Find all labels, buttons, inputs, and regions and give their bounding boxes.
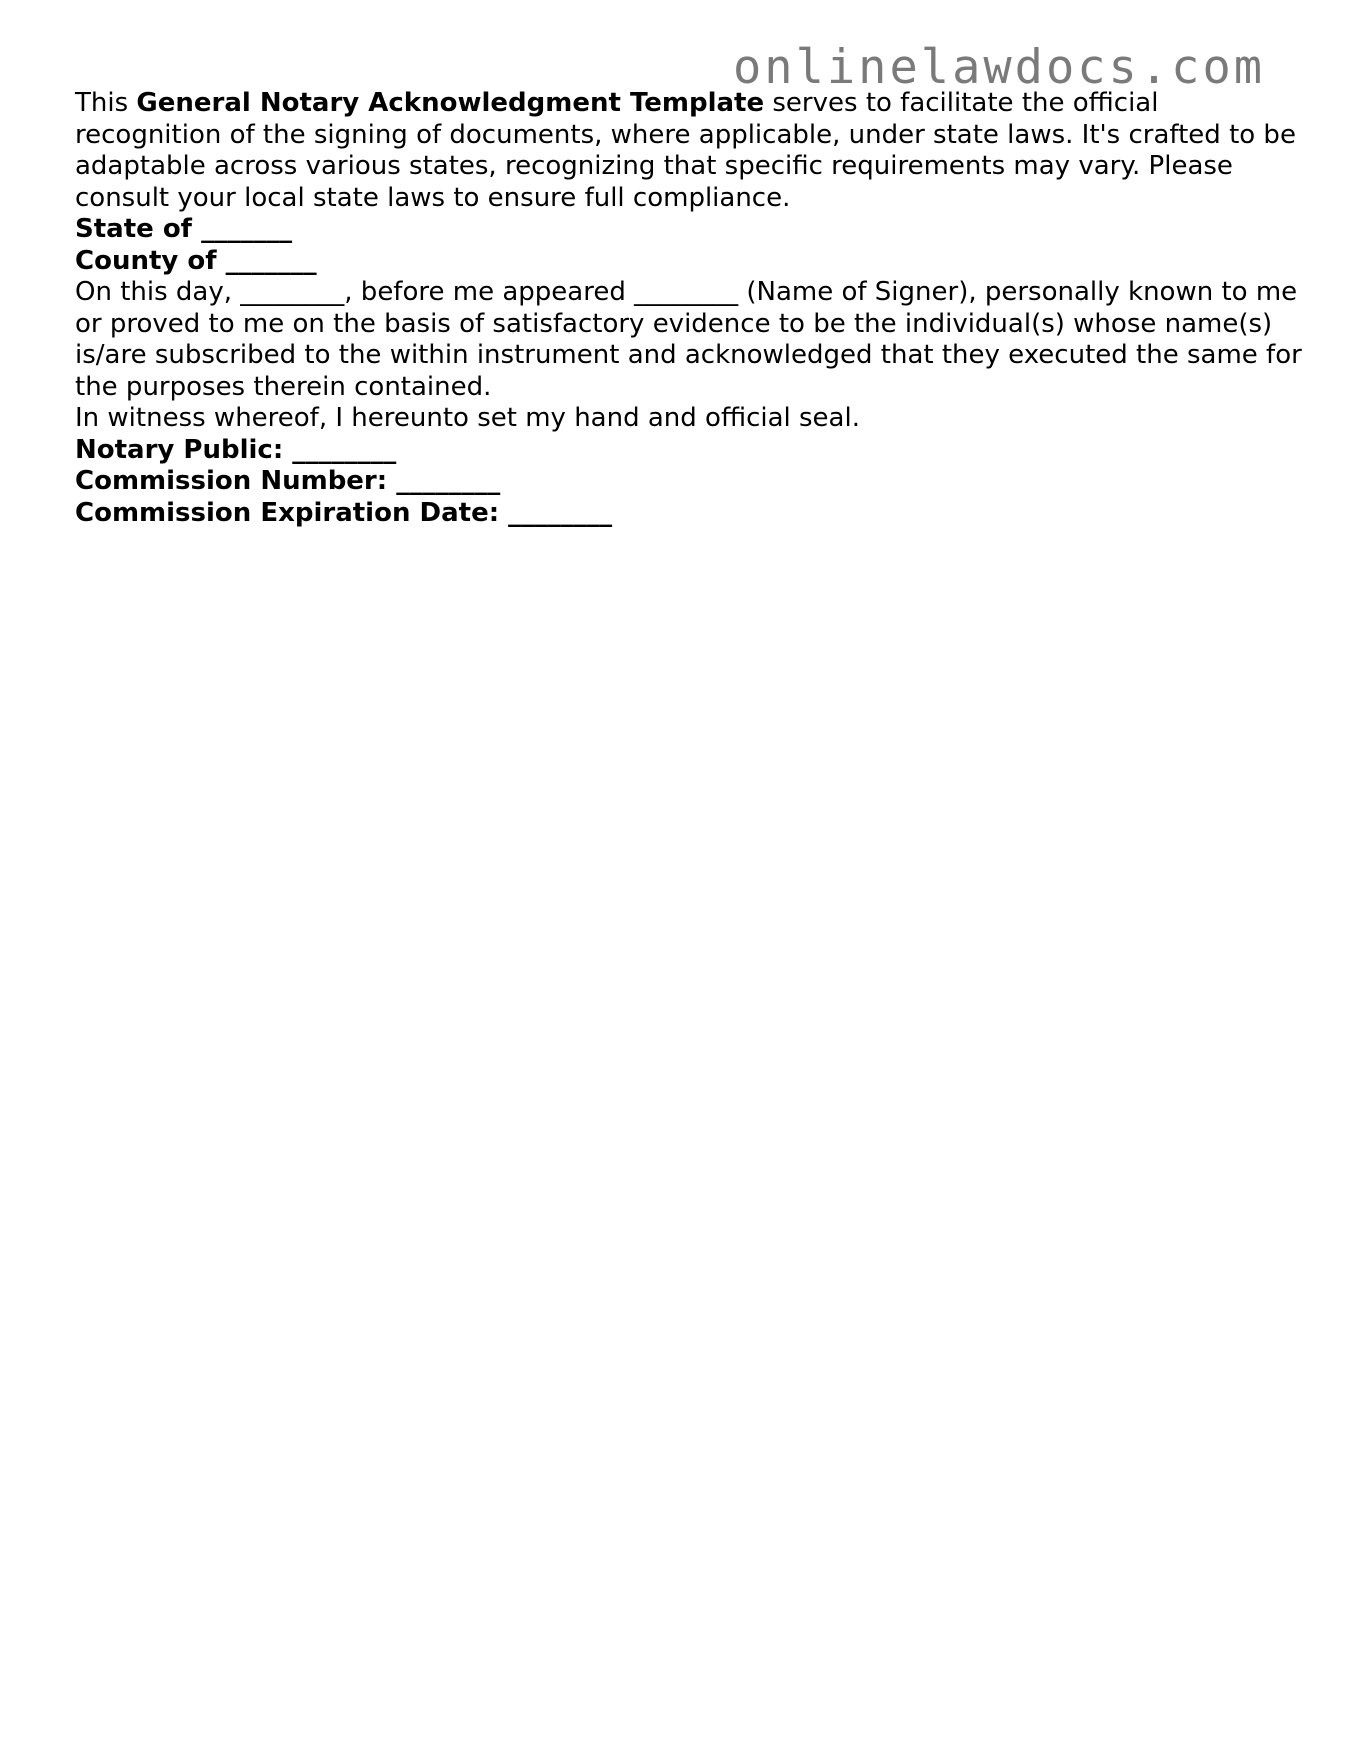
commission-expiration-blank[interactable]: ________: [508, 497, 613, 528]
acknowledgment-paragraph: [75, 277, 1305, 403]
intro-paragraph: [75, 88, 1305, 214]
watermark: onlinelawdocs.com: [733, 40, 1266, 95]
document-body: [75, 88, 1305, 529]
county-blank[interactable]: _______: [225, 245, 317, 276]
notary-public-line: [75, 435, 1305, 467]
ack-text-2: , before me appeared: [344, 277, 635, 307]
commission-number-label: Commission Number:: [75, 466, 388, 496]
template-title: General Notary Acknowledgment Template: [136, 88, 765, 118]
notary-public-blank[interactable]: ________: [292, 434, 397, 465]
intro-prefix: This: [75, 88, 137, 118]
signer-name-blank[interactable]: ________: [634, 277, 739, 307]
witness-paragraph: In witness whereof, I hereunto set my hand and official seal.: [75, 403, 860, 433]
county-line: [75, 246, 1305, 278]
state-blank[interactable]: _______: [201, 214, 293, 244]
notary-public-label: Notary Public:: [75, 434, 284, 465]
commission-number-line: [75, 466, 1305, 498]
intro-text: serves to facilitate the official recognition of the signing of documents, where applicable, under state laws. It's crafted to be adaptable across various states, recognizing that specific requirements may vary. Please consult your local state laws to ensure full compliance.: [75, 88, 1296, 213]
ack-text-1: On this day,: [75, 277, 241, 307]
ack-text-3: (Name of Signer), personally known to me or proved to me on the basis of satisfactory evidence to be the individual(s) whose name(s) is/are subscribed to the within instrument and acknowledged that they executed the same for the purposes therein contained.: [75, 277, 1302, 402]
commission-number-blank[interactable]: ________: [396, 466, 501, 496]
state-label: State of: [75, 214, 192, 244]
county-label: County of: [75, 245, 217, 276]
date-blank[interactable]: ________: [240, 277, 345, 307]
commission-expiration-line: [75, 498, 1305, 530]
commission-expiration-label: Commission Expiration Date:: [75, 497, 500, 528]
state-line: [75, 214, 1305, 246]
